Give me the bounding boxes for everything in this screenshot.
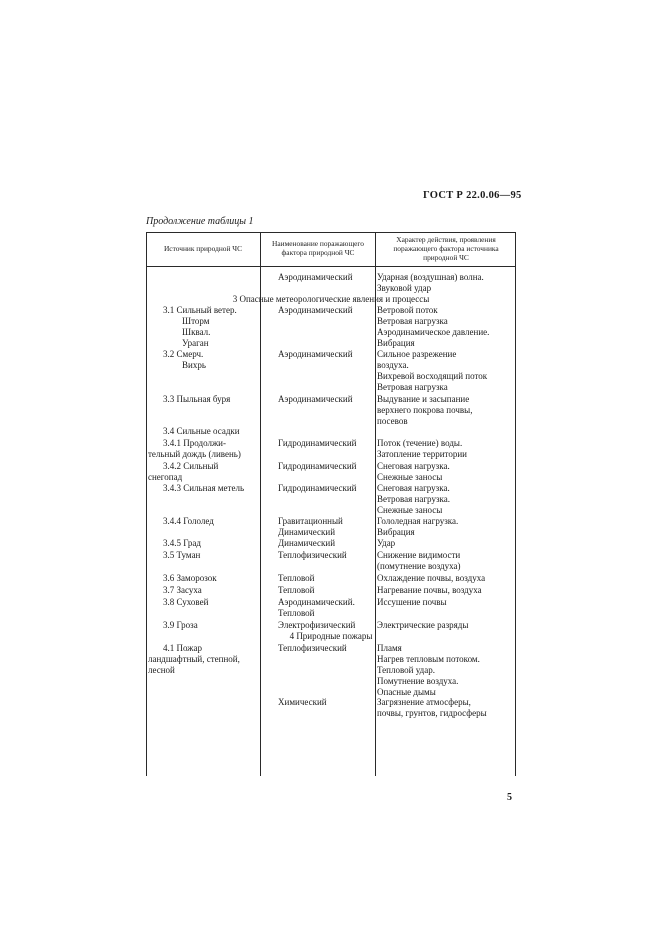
header-bottom-border: [146, 266, 516, 267]
cell-character: Иссушение почвы: [377, 597, 447, 607]
cell-character: Вибрация: [377, 527, 415, 537]
cell-source: 3.4.4 Гололед: [163, 516, 214, 526]
cell-character: Электрические разряды: [377, 620, 469, 630]
cell-character: Опасные дымы: [377, 687, 436, 697]
cell-factor: Гидродинамический: [278, 438, 357, 448]
cell-source: 3.8 Суховей: [163, 597, 209, 607]
section-heading: 3 Опасные метеорологические явления и процессы: [232, 294, 430, 304]
cell-character: Удар: [377, 538, 396, 548]
cell-character: Загрязнение атмосферы,: [377, 697, 471, 707]
cell-source: ландшафтный, степной,: [148, 654, 240, 664]
table-top-border: [146, 232, 516, 233]
cell-factor: Аэродинамический: [278, 272, 353, 282]
cell-character: Вибрация: [377, 338, 415, 348]
cell-character: Сильное разрежение: [377, 349, 457, 359]
cell-source: Вихрь: [182, 360, 206, 370]
cell-character: Нагревание почвы, воздуха: [377, 585, 482, 595]
cell-character: (помутнение воздуха): [377, 561, 461, 571]
cell-character: Охлаждение почвы, воздуха: [377, 573, 486, 583]
cell-factor: Аэродинамический: [278, 305, 353, 315]
cell-character: Звуковой удар: [377, 283, 432, 293]
cell-factor: Теплофизический: [278, 550, 347, 560]
cell-factor: Тепловой: [278, 585, 315, 595]
cell-character: Снижение видимости: [377, 550, 461, 560]
cell-factor: Химический: [278, 697, 327, 707]
table-continuation-caption: Продолжение таблицы 1: [146, 216, 254, 227]
cell-factor: Аэродинамический: [278, 394, 353, 404]
cell-factor: Тепловой: [278, 608, 315, 618]
cell-character: Ветровая нагрузка: [377, 382, 448, 392]
cell-source: 3.1 Сильный ветер.: [163, 305, 237, 315]
cell-source: 3.4.1 Продолжи-: [163, 438, 226, 448]
cell-character: Гололедная нагрузка.: [377, 516, 459, 526]
cell-source: 3.6 Заморозок: [163, 573, 217, 583]
cell-character: почвы, грунтов, гидросферы: [377, 708, 487, 718]
cell-character: Выдувание и засыпание: [377, 394, 470, 404]
cell-character: Снежные заносы: [377, 505, 443, 515]
cell-source: 3.2 Смерч.: [163, 349, 204, 359]
cell-factor: Гидродинамический: [278, 483, 357, 493]
hazard-table: [146, 232, 516, 776]
cell-source: 3.5 Туман: [163, 550, 201, 560]
cell-factor: Аэродинамический: [278, 349, 353, 359]
column-header-factor: Наименование поражающего фактора природной ЧС: [272, 239, 364, 257]
cell-source: снегопад: [148, 472, 183, 482]
cell-factor: Динамический: [278, 527, 336, 537]
cell-character: Ветровая нагрузка: [377, 316, 448, 326]
section-heading: 4 Природные пожары: [289, 631, 373, 641]
table-right-border: [515, 232, 516, 776]
cell-source: 3.4.2 Сильный: [163, 461, 219, 471]
cell-factor: Гравитационный: [278, 516, 343, 526]
cell-factor: Теплофизический: [278, 643, 347, 653]
cell-source: 3.4 Сильные осадки: [163, 426, 240, 436]
cell-source: тельный дождь (ливень): [148, 449, 241, 459]
cell-source: 3.3 Пыльная буря: [163, 394, 231, 404]
cell-factor: Аэродинамический.: [278, 597, 355, 607]
cell-source: 3.4.5 Град: [163, 538, 201, 548]
cell-character: Затопление территории: [377, 449, 467, 459]
cell-source: 3.4.3 Сильная метель: [163, 483, 245, 493]
cell-character: Тепловой удар.: [377, 665, 435, 675]
cell-source: лесной: [148, 665, 175, 675]
column-header-source: Источник природной ЧС: [163, 244, 243, 253]
column-divider-1: [260, 232, 261, 776]
column-divider-2: [375, 232, 376, 776]
page-number: 5: [507, 792, 512, 803]
column-header-character: Характер действия, проявления поражающего фактора источника природной ЧС: [393, 235, 499, 262]
cell-character: воздуха.: [377, 360, 409, 370]
cell-source: Ураган: [182, 338, 209, 348]
cell-character: Снежные заносы: [377, 472, 443, 482]
cell-character: Пламя: [377, 643, 402, 653]
cell-character: Снеговая нагрузка.: [377, 461, 450, 471]
cell-source: 3.7 Засуха: [163, 585, 202, 595]
cell-character: верхнего покрова почвы,: [377, 405, 473, 415]
cell-factor: Гидродинамический: [278, 461, 357, 471]
cell-factor: Электрофизический: [278, 620, 356, 630]
cell-source: 4.1 Пожар: [163, 643, 202, 653]
cell-character: посевов: [377, 416, 408, 426]
document-header-code: ГОСТ Р 22.0.06—95: [423, 190, 522, 201]
cell-character: Ветровая нагрузка.: [377, 494, 450, 504]
cell-character: Вихревой восходящий поток: [377, 371, 488, 381]
cell-character: Поток (течение) воды.: [377, 438, 463, 448]
cell-character: Помутнение воздуха.: [377, 676, 459, 686]
cell-character: Аэродинамическое давление.: [377, 327, 490, 337]
cell-factor: Динамический: [278, 538, 336, 548]
cell-factor: Тепловой: [278, 573, 315, 583]
cell-character: Снеговая нагрузка.: [377, 483, 450, 493]
cell-character: Ветровой поток: [377, 305, 438, 315]
cell-character: Нагрев тепловым потоком.: [377, 654, 480, 664]
table-left-border: [146, 232, 147, 776]
cell-source: 3.9 Гроза: [163, 620, 198, 630]
cell-source: Шквал.: [182, 327, 211, 337]
cell-source: Шторм: [182, 316, 210, 326]
cell-character: Ударная (воздушная) волна.: [377, 272, 484, 282]
